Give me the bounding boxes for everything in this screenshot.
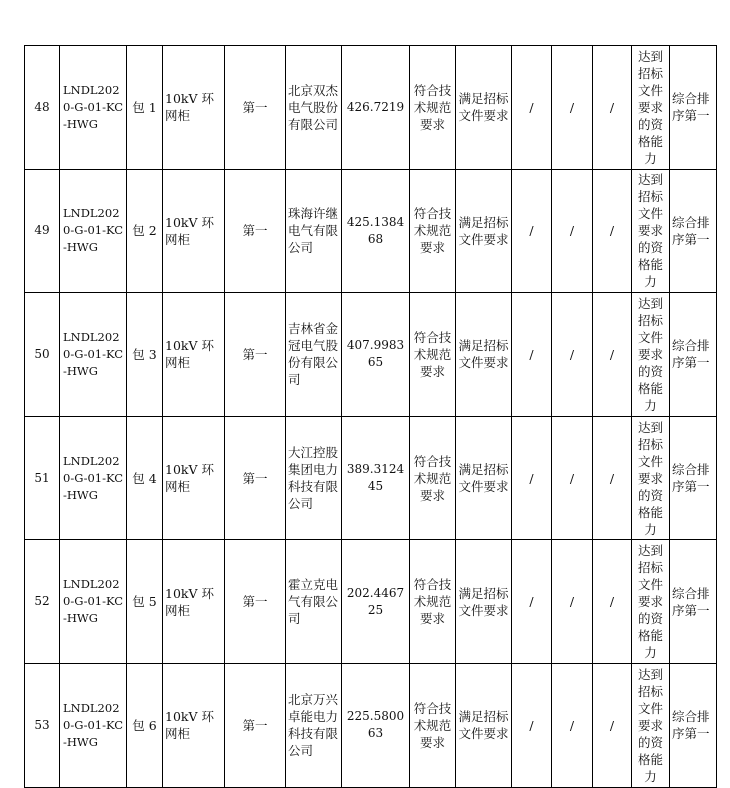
candidate-rank: 第一 bbox=[225, 169, 286, 293]
qualification: 达到招标文件要求的资格能力 bbox=[632, 416, 670, 540]
qualification: 达到招标文件要求的资格能力 bbox=[632, 169, 670, 293]
package-label: 包 4 bbox=[127, 416, 163, 540]
evaluation-result: 综合排序第一 bbox=[670, 293, 717, 417]
slash-cell-2: / bbox=[552, 46, 593, 170]
table-body bbox=[25, 46, 717, 788]
candidate-rank: 第一 bbox=[225, 663, 286, 787]
slash-cell-1: / bbox=[512, 416, 552, 540]
company-name: 珠海许继电气有限公司 bbox=[286, 169, 342, 293]
qualification: 达到招标文件要求的资格能力 bbox=[632, 46, 670, 170]
document-compliance: 满足招标文件要求 bbox=[456, 663, 512, 787]
slash-cell-2: / bbox=[552, 540, 593, 664]
project-code: LNDL2020-G-01-KC-HWG bbox=[60, 416, 127, 540]
table-row bbox=[25, 540, 717, 664]
product-name: 10kV 环网柜 bbox=[163, 663, 225, 787]
product-name: 10kV 环网柜 bbox=[163, 540, 225, 664]
row-number: 51 bbox=[25, 416, 60, 540]
row-number: 52 bbox=[25, 540, 60, 664]
tech-compliance: 符合技术规范要求 bbox=[410, 293, 456, 417]
candidate-rank: 第一 bbox=[225, 46, 286, 170]
table-row bbox=[25, 46, 717, 170]
product-name: 10kV 环网柜 bbox=[163, 416, 225, 540]
row-number: 48 bbox=[25, 46, 60, 170]
row-number: 50 bbox=[25, 293, 60, 417]
bid-price: 407.998365 bbox=[342, 293, 410, 417]
document-compliance: 满足招标文件要求 bbox=[456, 169, 512, 293]
tech-compliance: 符合技术规范要求 bbox=[410, 663, 456, 787]
tech-compliance: 符合技术规范要求 bbox=[410, 46, 456, 170]
table-row bbox=[25, 169, 717, 293]
slash-cell-3: / bbox=[593, 293, 632, 417]
slash-cell-3: / bbox=[593, 46, 632, 170]
package-label: 包 3 bbox=[127, 293, 163, 417]
table-row bbox=[25, 663, 717, 787]
company-name: 霍立克电气有限公司 bbox=[286, 540, 342, 664]
row-number: 53 bbox=[25, 663, 60, 787]
slash-cell-3: / bbox=[593, 663, 632, 787]
company-name: 大江控股集团电力科技有限公司 bbox=[286, 416, 342, 540]
tech-compliance: 符合技术规范要求 bbox=[410, 416, 456, 540]
table-row bbox=[25, 293, 717, 417]
evaluation-result: 综合排序第一 bbox=[670, 169, 717, 293]
product-name: 10kV 环网柜 bbox=[163, 169, 225, 293]
evaluation-result: 综合排序第一 bbox=[670, 540, 717, 664]
package-label: 包 2 bbox=[127, 169, 163, 293]
evaluation-result: 综合排序第一 bbox=[670, 46, 717, 170]
candidate-rank: 第一 bbox=[225, 293, 286, 417]
candidate-rank: 第一 bbox=[225, 416, 286, 540]
product-name: 10kV 环网柜 bbox=[163, 293, 225, 417]
evaluation-result: 综合排序第一 bbox=[670, 416, 717, 540]
bid-price: 389.312445 bbox=[342, 416, 410, 540]
slash-cell-2: / bbox=[552, 293, 593, 417]
company-name: 吉林省金冠电气股份有限公司 bbox=[286, 293, 342, 417]
slash-cell-2: / bbox=[552, 416, 593, 540]
slash-cell-3: / bbox=[593, 169, 632, 293]
slash-cell-2: / bbox=[552, 663, 593, 787]
document-compliance: 满足招标文件要求 bbox=[456, 293, 512, 417]
project-code: LNDL2020-G-01-KC-HWG bbox=[60, 46, 127, 170]
row-number: 49 bbox=[25, 169, 60, 293]
company-name: 北京双杰电气股份有限公司 bbox=[286, 46, 342, 170]
qualification: 达到招标文件要求的资格能力 bbox=[632, 293, 670, 417]
bid-price: 202.446725 bbox=[342, 540, 410, 664]
project-code: LNDL2020-G-01-KC-HWG bbox=[60, 540, 127, 664]
document-compliance: 满足招标文件要求 bbox=[456, 46, 512, 170]
tech-compliance: 符合技术规范要求 bbox=[410, 540, 456, 664]
slash-cell-3: / bbox=[593, 416, 632, 540]
project-code: LNDL2020-G-01-KC-HWG bbox=[60, 169, 127, 293]
project-code: LNDL2020-G-01-KC-HWG bbox=[60, 293, 127, 417]
package-label: 包 5 bbox=[127, 540, 163, 664]
slash-cell-1: / bbox=[512, 540, 552, 664]
slash-cell-1: / bbox=[512, 46, 552, 170]
package-label: 包 6 bbox=[127, 663, 163, 787]
slash-cell-1: / bbox=[512, 169, 552, 293]
tech-compliance: 符合技术规范要求 bbox=[410, 169, 456, 293]
project-code: LNDL2020-G-01-KC-HWG bbox=[60, 663, 127, 787]
bid-price: 426.7219 bbox=[342, 46, 410, 170]
qualification: 达到招标文件要求的资格能力 bbox=[632, 663, 670, 787]
slash-cell-3: / bbox=[593, 540, 632, 664]
document-compliance: 满足招标文件要求 bbox=[456, 416, 512, 540]
package-label: 包 1 bbox=[127, 46, 163, 170]
bid-results-table bbox=[24, 45, 717, 788]
company-name: 北京万兴卓能电力科技有限公司 bbox=[286, 663, 342, 787]
product-name: 10kV 环网柜 bbox=[163, 46, 225, 170]
qualification: 达到招标文件要求的资格能力 bbox=[632, 540, 670, 664]
bid-price: 225.580063 bbox=[342, 663, 410, 787]
candidate-rank: 第一 bbox=[225, 540, 286, 664]
slash-cell-2: / bbox=[552, 169, 593, 293]
bid-price: 425.138468 bbox=[342, 169, 410, 293]
document-compliance: 满足招标文件要求 bbox=[456, 540, 512, 664]
slash-cell-1: / bbox=[512, 293, 552, 417]
table-row bbox=[25, 416, 717, 540]
evaluation-result: 综合排序第一 bbox=[670, 663, 717, 787]
slash-cell-1: / bbox=[512, 663, 552, 787]
